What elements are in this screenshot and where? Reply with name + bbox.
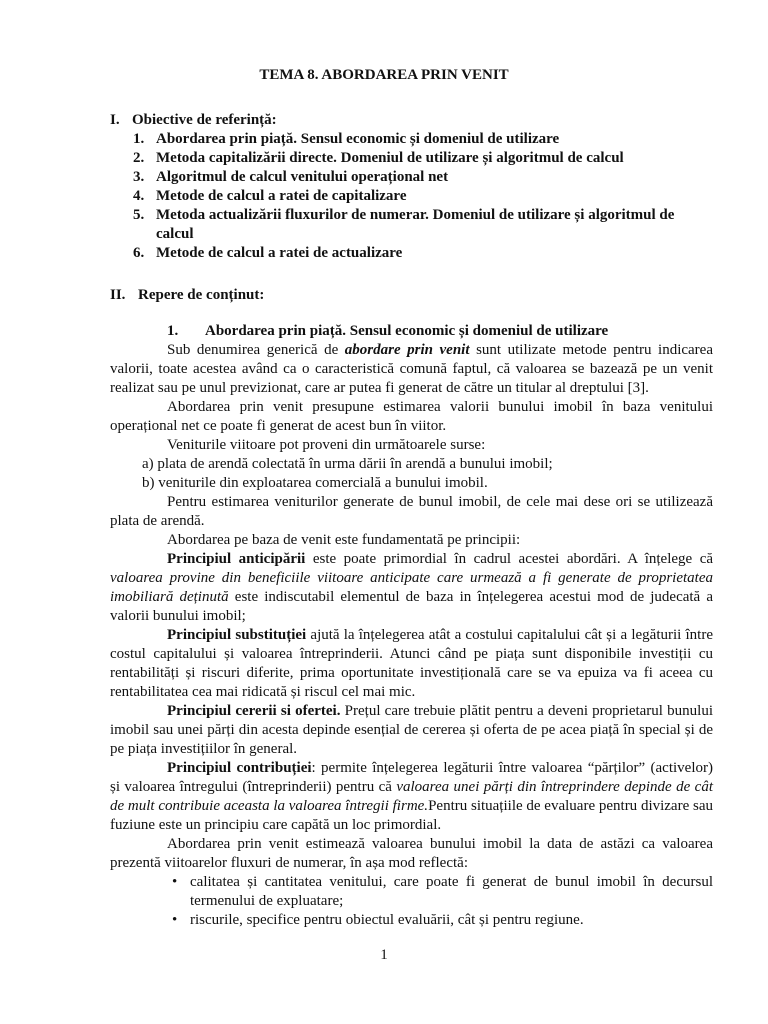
document-title: TEMA 8. ABORDAREA PRIN VENIT: [259, 67, 509, 83]
principle-term: Principiul substituției: [167, 627, 307, 643]
bullet-list: [110, 873, 713, 930]
item-text: Metode de calcul a ratei de capitalizare: [156, 188, 407, 204]
item-number: 2.: [133, 150, 145, 166]
list-item: [133, 187, 713, 206]
list-item: [133, 168, 713, 187]
paragraph: Abordarea pe baza de venit este fundamentată pe principii:: [167, 532, 521, 548]
subsection-heading: [110, 322, 713, 341]
list-item: [133, 206, 713, 244]
principle-term: Principiul anticipării: [167, 551, 306, 567]
text-run: sunt utilizate metode pentru indicarea valorii, toate acestea având ca o caracteristică comună faptul, că valoarea se bazează pe un venit realizat sau pe unul previzionat, care ar putea fi generat de către un titular al dreptului [3].: [110, 342, 713, 396]
item-text: Algoritmul de calcul venitului operațional net: [156, 169, 449, 185]
objectives-list: [133, 130, 713, 263]
section-label: Repere de conținut:: [138, 287, 265, 303]
bullet-icon: •: [172, 874, 178, 890]
subsection-title: Abordarea prin piață. Sensul economic și domeniul de utilizare: [205, 323, 609, 339]
paragraph: Pentru estimarea veniturilor generate de bunul imobil, de cele mai dese ori se utilizează plata de arendă.: [110, 494, 713, 529]
list-item: [133, 149, 713, 168]
text-run: este indiscutabil elementul de baza in înțelegerea acestui mod de judecată a valorii bunului imobil;: [110, 589, 714, 624]
item-text: Metode de calcul a ratei de actualizare: [156, 245, 403, 261]
list-item: [110, 911, 713, 930]
paragraph: [110, 759, 713, 835]
text-run: Prețul care trebuie plătit pentru a deveni proprietarul bunului imobil sau unei părți din acesta depinde esențial de cererea și oferta de pe acea piață în special și de pe piața investițiilor în general.: [110, 703, 713, 757]
section-number: I.: [110, 112, 120, 128]
emphasis-text: valoarea unei părți din întreprindere depinde de cât de mult contribuie aceasta la valoarea întregii firme.: [110, 779, 713, 814]
item-number: 6.: [133, 245, 145, 261]
list-item: b) veniturile din exploatarea comercială a bunului imobil.: [142, 475, 488, 491]
principle-term: Principiul cererii si ofertei.: [167, 703, 341, 719]
paragraph: Abordarea prin venit presupune estimarea valorii bunului imobil în baza venitului operațional net ce poate fi generat de acest bun în viitor.: [110, 399, 713, 434]
item-text: riscurile, specifice pentru obiectul evaluării, cât și pentru regiune.: [190, 912, 584, 928]
text-run: Sub denumirea generică de: [167, 342, 345, 358]
item-number: 3.: [133, 169, 145, 185]
section-label: Obiective de referință:: [132, 112, 277, 128]
bullet-icon: •: [172, 912, 178, 928]
page-number: 1: [380, 947, 388, 963]
paragraph: [110, 626, 713, 702]
item-text: calitatea și cantitatea venitului, care poate fi generat de bunul imobil în decursul termenului de expluatare;: [190, 874, 713, 909]
section-objectives-heading: [110, 111, 277, 130]
item-number: 5.: [133, 207, 145, 223]
text-run: Pentru situațiile de evaluare pentru divizare sau fuziune este un principiu care capătă un loc primordial.: [110, 798, 713, 833]
item-text: Metoda actualizării fluxurilor de numerar. Domeniul de utilizare și algoritmul de calcul: [156, 207, 675, 242]
section-content-heading: [110, 286, 264, 305]
subsection-number: 1.: [167, 323, 179, 339]
item-number: 4.: [133, 188, 145, 204]
item-text: Metoda capitalizării directe. Domeniul de utilizare și algoritmul de calcul: [156, 150, 624, 166]
list-item: [133, 244, 713, 263]
paragraph: [110, 702, 713, 759]
paragraph: Abordarea prin venit estimează valoarea bunului imobil la data de astăzi ca valoarea prezentă viitoarelor fluxuri de numerar, în așa mod reflectă:: [110, 836, 713, 871]
content-body: [110, 322, 713, 930]
list-item: [133, 130, 713, 149]
list-item: [110, 873, 713, 911]
text-run: : permite înțelegerea legăturii între valoarea “părților” (activelor) și valoarea întregului (întreprinderii) pentru că: [110, 760, 713, 795]
text-run: este poate primordial în cadrul acestei abordări. A înțelege că: [305, 551, 714, 567]
emphasis-text: valoarea provine din beneficiile viitoare anticipate care urmează a fi generate de proprietatea imobiliară deținută: [110, 570, 713, 605]
emphasis-text: abordare prin venit: [344, 342, 470, 358]
paragraph: Veniturile viitoare pot proveni din următoarele surse:: [167, 437, 486, 453]
item-text: Abordarea prin piață. Sensul economic și domeniul de utilizare: [156, 131, 560, 147]
section-number: II.: [110, 287, 126, 303]
paragraph: [110, 550, 713, 626]
paragraph: [110, 341, 713, 398]
text-run: ajută la înțelegerea atât a costului capitalului cât și a legăturii între costul capitalului și valoarea întreprinderii. Atunci când pe piața sunt disponibile investiții cu rentabilități și riscuri diferite, prima oportunitate investițională care se va epuiza va fi aceea cu rentabilitatea cea mai ridicată și riscul cel mai mic.: [110, 627, 713, 700]
principle-term: Principiul contribuției: [167, 760, 312, 776]
item-number: 1.: [133, 131, 145, 147]
list-item: a) plata de arendă colectată în urma dării în arendă a bunului imobil;: [142, 456, 553, 472]
